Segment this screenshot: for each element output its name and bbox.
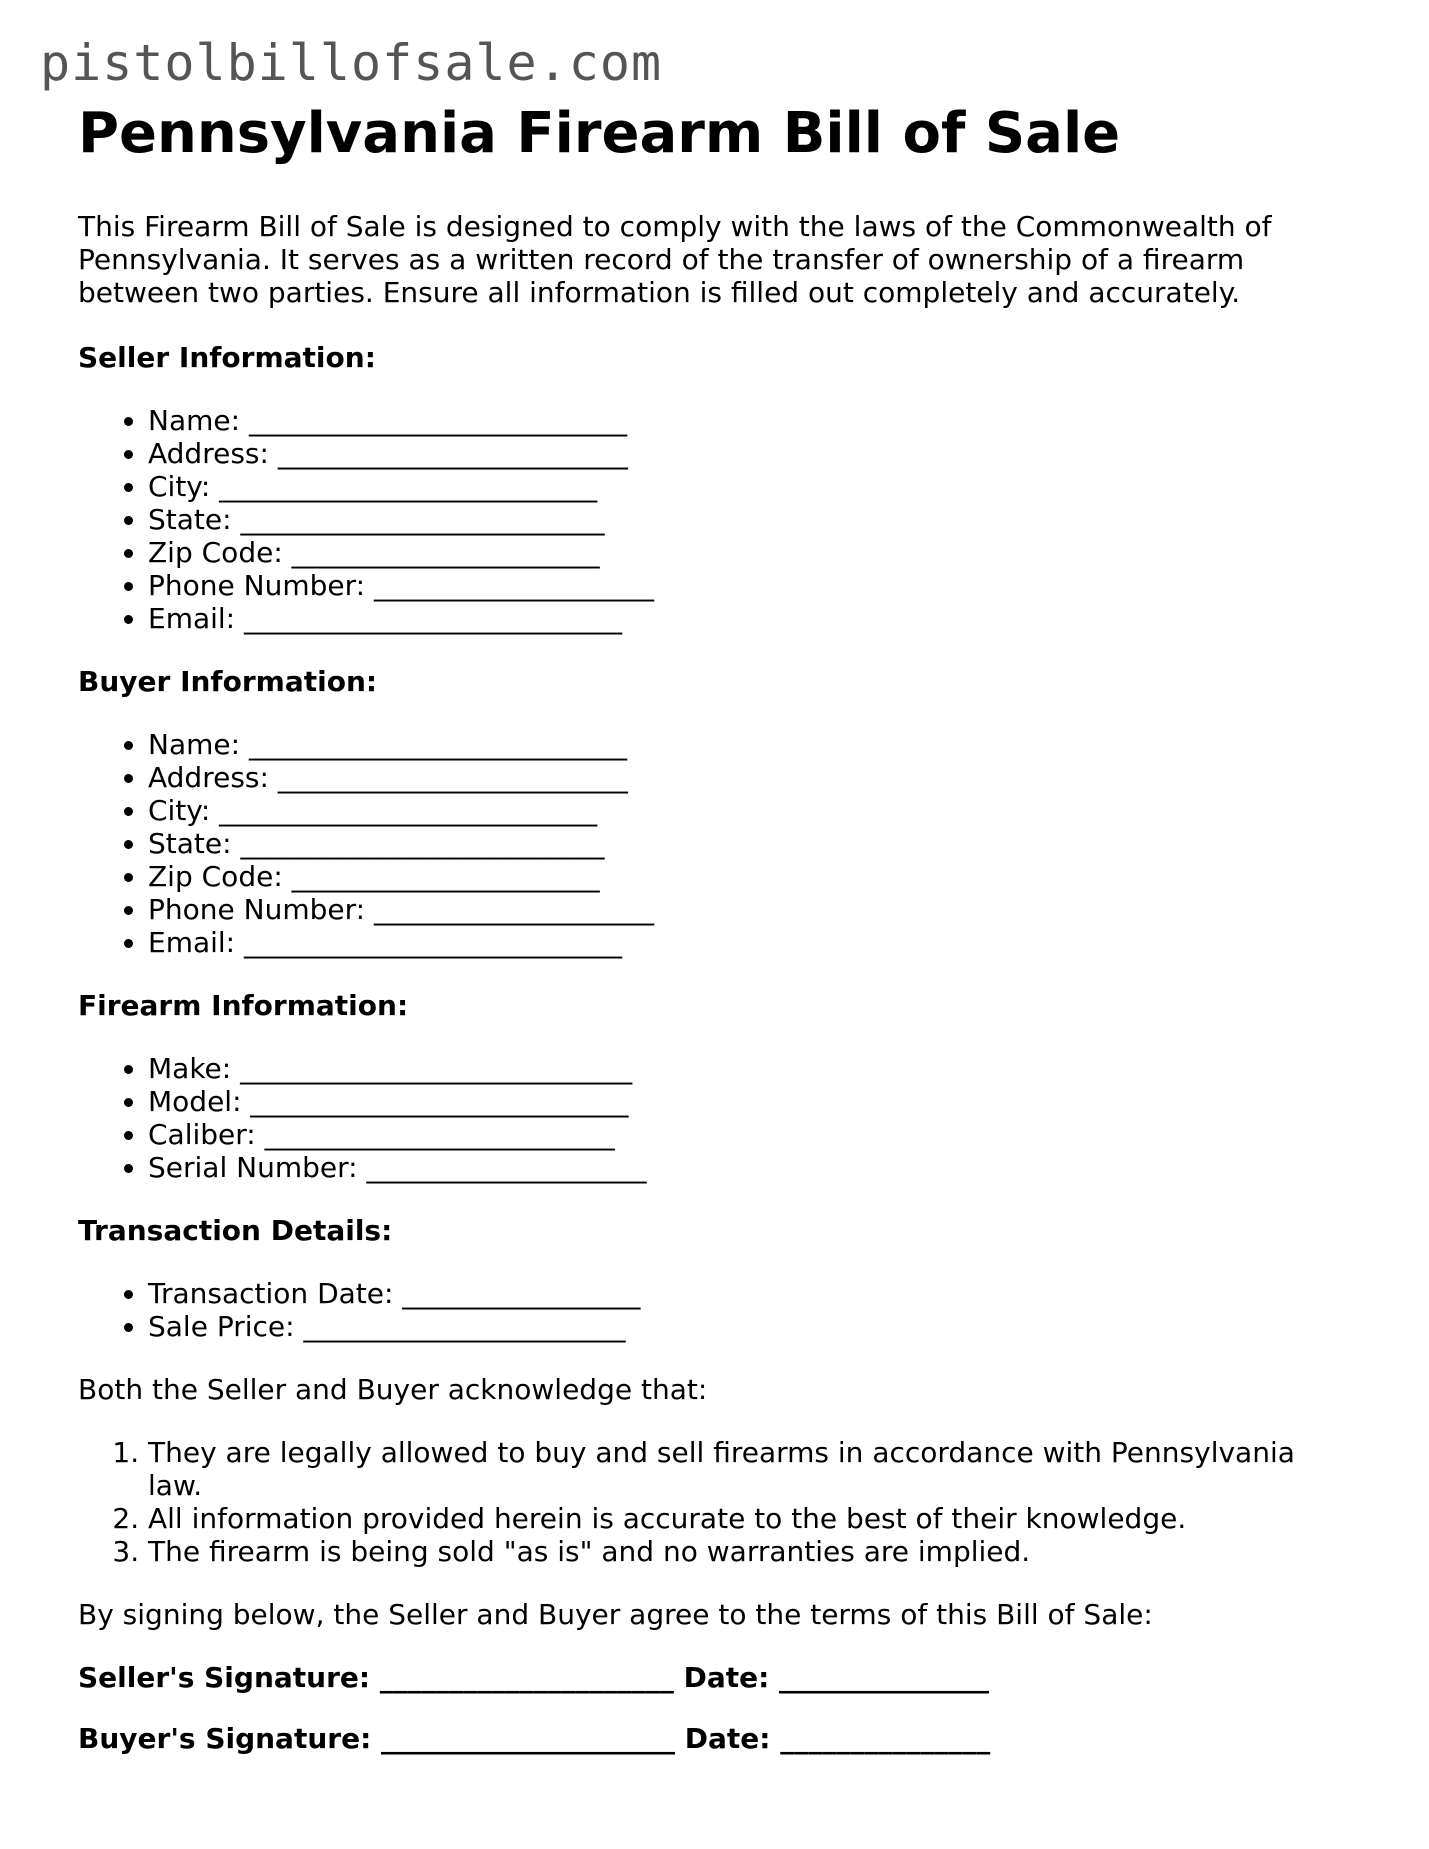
intro-paragraph: This Firearm Bill of Sale is designed to comply with the laws of the Commonwealth of Pennsylvania. It serves as a written record of the transfer of ownership of a firearm between two parties. Ensure all information is filled out completely and accurately.: [78, 210, 1272, 309]
transaction-fields-list: [78, 1277, 1348, 1343]
firearm-caliber-field[interactable]: • Caliber: _________________________: [148, 1118, 1348, 1151]
seller-state-field[interactable]: • State: __________________________: [148, 503, 1348, 536]
transaction-section-heading: Transaction Details:: [78, 1214, 393, 1247]
buyer-address-field[interactable]: • Address: _________________________: [148, 761, 1348, 794]
buyer-email-field[interactable]: • Email: ___________________________: [148, 926, 1348, 959]
acknowledgements-list: [78, 1436, 1348, 1568]
acknowledgement-item: 1. They are legally allowed to buy and sell firearms in accordance with Pennsylvania law.: [148, 1436, 1348, 1502]
signing-intro: By signing below, the Seller and Buyer agree to the terms of this Bill of Sale:: [78, 1598, 1153, 1631]
seller-phone-field[interactable]: • Phone Number: ____________________: [148, 569, 1348, 602]
buyer-fields-list: [78, 728, 1348, 959]
seller-fields-list: [78, 404, 1348, 635]
site-watermark: pistolbillofsale.com: [40, 34, 663, 92]
buyer-name-field[interactable]: • Name: ___________________________: [148, 728, 1348, 761]
buyer-city-field[interactable]: • City: ___________________________: [148, 794, 1348, 827]
buyer-phone-field[interactable]: • Phone Number: ____________________: [148, 893, 1348, 926]
firearm-fields-list: [78, 1052, 1348, 1184]
buyer-state-field[interactable]: • State: __________________________: [148, 827, 1348, 860]
sale-price-field[interactable]: • Sale Price: _______________________: [148, 1310, 1348, 1343]
firearm-make-field[interactable]: • Make: ____________________________: [148, 1052, 1348, 1085]
transaction-date-field[interactable]: • Transaction Date: _________________: [148, 1277, 1348, 1310]
seller-section-heading: Seller Information:: [78, 341, 376, 374]
seller-zip-field[interactable]: • Zip Code: ______________________: [148, 536, 1348, 569]
acknowledge-intro: Both the Seller and Buyer acknowledge that:: [78, 1373, 708, 1406]
firearm-section-heading: Firearm Information:: [78, 989, 409, 1022]
seller-address-field[interactable]: • Address: _________________________: [148, 437, 1348, 470]
buyer-zip-field[interactable]: • Zip Code: ______________________: [148, 860, 1348, 893]
bill-of-sale-document: [78, 100, 1348, 1783]
document-title: Pennsylvania Firearm Bill of Sale: [78, 101, 1121, 166]
seller-signature-line[interactable]: Seller's Signature: _____________________ Date: _______________: [78, 1661, 990, 1694]
buyer-signature-line[interactable]: Buyer's Signature: _____________________ Date: _______________: [78, 1722, 991, 1755]
firearm-model-field[interactable]: • Model: ___________________________: [148, 1085, 1348, 1118]
seller-name-field[interactable]: • Name: ___________________________: [148, 404, 1348, 437]
seller-email-field[interactable]: • Email: ___________________________: [148, 602, 1348, 635]
firearm-serial-field[interactable]: • Serial Number: ____________________: [148, 1151, 1348, 1184]
seller-city-field[interactable]: • City: ___________________________: [148, 470, 1348, 503]
buyer-section-heading: Buyer Information:: [78, 665, 378, 698]
acknowledgement-item: 2. All information provided herein is accurate to the best of their knowledge.: [148, 1502, 1348, 1535]
acknowledgement-item: 3. The firearm is being sold "as is" and no warranties are implied.: [148, 1535, 1348, 1568]
